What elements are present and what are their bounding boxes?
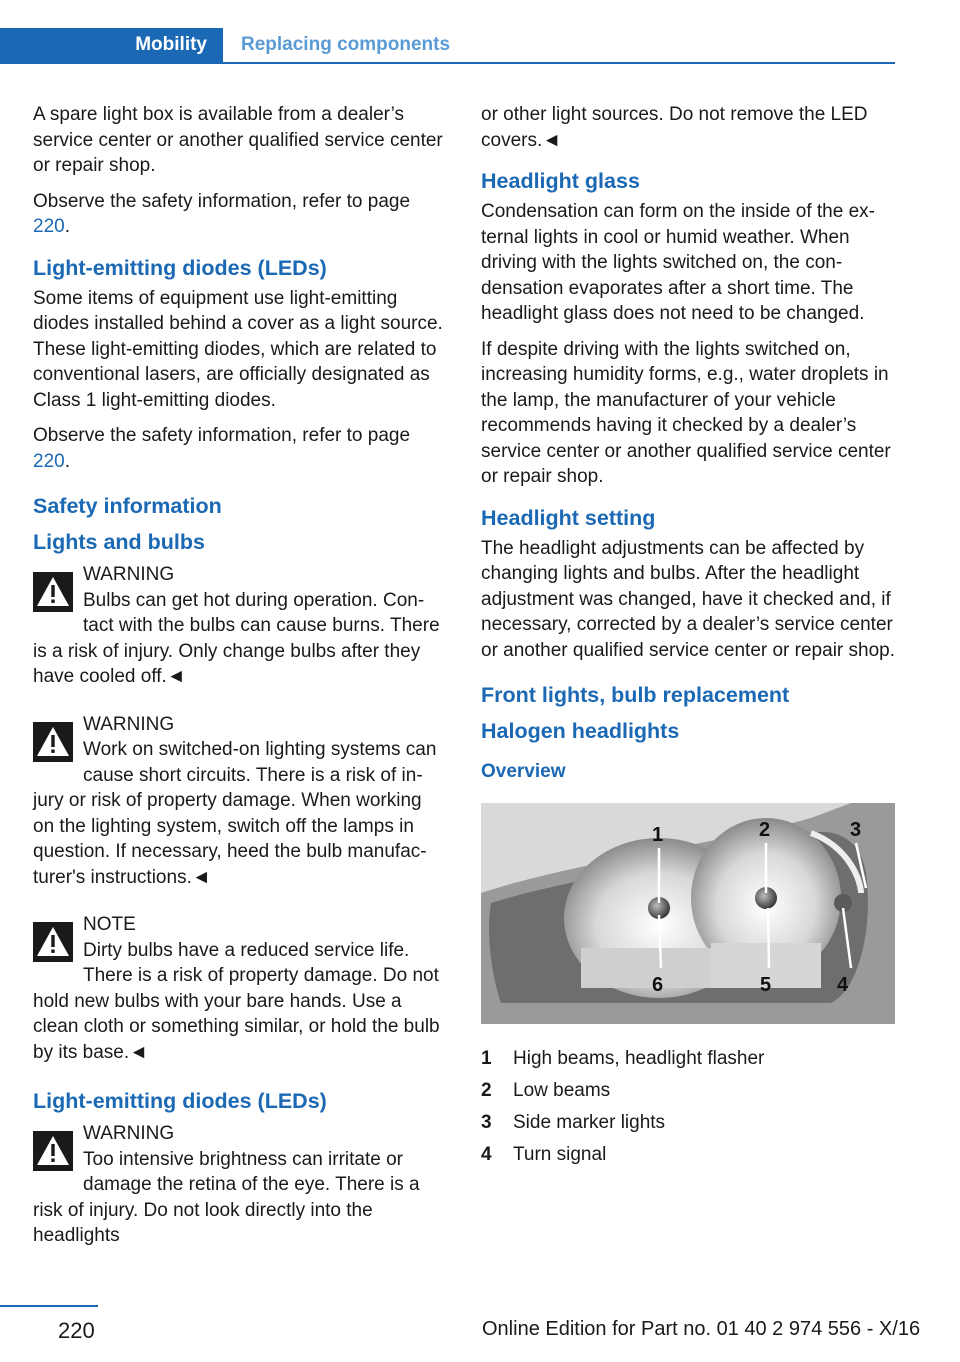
- legend-item: [481, 1107, 895, 1139]
- legend-item: [481, 1075, 895, 1107]
- figure-callout: 1: [652, 823, 664, 846]
- edition-info: Online Edition for Part no. 01 40 2 974 556 - X/16: [482, 1318, 921, 1340]
- legend-item: [481, 1043, 895, 1075]
- paragraph: Some items of equipment use light-emitting diodes installed behind a cover as a light source. These light-emitting diodes, which are related to conventional lasers, are officially designated as Class 1 light-emitting diodes.: [33, 287, 443, 411]
- heading-safety-information: Safety information: [33, 494, 222, 518]
- legend-label: High beams, headlight flasher: [513, 1048, 765, 1069]
- note-body: Dirty bulbs have a reduced service life. There is a risk of property damage. Do not hold new bulbs with your bare hands. Use a clean cloth or something similar, or hold the bulb by its base.◄: [33, 939, 440, 1063]
- warning-body: Too intensive brightness can irritate or damage the retina of the eye. There is a risk of injury. Do not look directly into the headlights: [33, 1148, 420, 1246]
- legend-number: 1: [481, 1048, 492, 1069]
- paragraph: or other light sources. Do not remove the LED covers.◄: [481, 104, 868, 151]
- legend-number: 4: [481, 1144, 492, 1165]
- heading-leds-safety: Light-emitting diodes (LEDs): [33, 1089, 327, 1113]
- heading-headlight-glass: Headlight glass: [481, 169, 640, 193]
- figure-callout: 6: [652, 973, 664, 996]
- page-link[interactable]: 220: [33, 216, 65, 237]
- figure-callout: 4: [837, 973, 849, 996]
- warning-box: [33, 712, 446, 891]
- figure-legend: [481, 1043, 895, 1171]
- paragraph: Condensation can form on the inside of the external lights in cool or humid weather. When driving with the lights switched on, the condensation evaporates after a short time. The headlight glass does not need to be changed.: [481, 201, 875, 324]
- legend-label: Turn signal: [513, 1144, 607, 1165]
- note-box: [33, 912, 446, 1065]
- heading-overview: Overview: [481, 761, 566, 782]
- warning-title: WARNING: [83, 564, 175, 585]
- warning-icon: [33, 722, 73, 762]
- warning-icon: [33, 1131, 73, 1171]
- legend-number: 2: [481, 1080, 492, 1101]
- warning-body: Bulbs can get hot during operation. Contact with the bulbs can cause burns. There is a risk of injury. Only change bulbs after they have cooled off.◄: [33, 589, 440, 687]
- figure-callout: 2: [759, 818, 771, 841]
- paragraph: The headlight adjustments can be affected by changing lights and bulbs. After the headlight adjustment was changed, have it checked and, if necessary, corrected by a dealer’s service center or another qualified service center or repair shop.: [481, 537, 896, 661]
- legend-item: [481, 1139, 895, 1171]
- warning-body: Work on switched-on lighting systems can cause short circuits. There is a risk of injury or risk of property damage. When working on the lighting system, switch off the lamps in question. If necessary, heed the bulb manufacturer's instructions.◄: [33, 739, 437, 888]
- paragraph: Observe the safety information, refer to page 220.: [33, 190, 411, 237]
- figure-callout: 5: [760, 973, 772, 996]
- figure-callout: 3: [850, 818, 862, 841]
- header-bar: [0, 28, 895, 64]
- left-column: [33, 102, 446, 1271]
- paragraph: A spare light box is available from a dealer’s service center or another qualified service center or repair shop.: [33, 104, 443, 176]
- warning-title: WARNING: [83, 1123, 175, 1144]
- warning-box: [33, 1121, 446, 1249]
- footer-rule: [0, 1305, 98, 1307]
- heading-leds: Light-emitting diodes (LEDs): [33, 255, 327, 280]
- warning-title: WARNING: [83, 713, 175, 735]
- warning-box: [33, 562, 446, 690]
- paragraph: If despite driving with the lights switched on, increasing humidity forms, e.g., water droplets in the lamp, the manufacturer of your vehicle recommends having it checked by a dealer’s service center or another qualified service center or repair shop.: [481, 338, 891, 487]
- page-link[interactable]: 220: [33, 450, 65, 472]
- right-column: [481, 102, 895, 1171]
- heading-headlight-setting: Headlight setting: [481, 505, 656, 530]
- note-title: NOTE: [83, 914, 136, 935]
- headlight-overview-figure: [481, 803, 895, 1024]
- section-tab[interactable]: Mobility: [0, 28, 223, 62]
- warning-icon: [33, 922, 73, 962]
- heading-halogen-headlights: Halogen headlights: [481, 719, 680, 743]
- legend-label: Side marker lights: [513, 1112, 666, 1133]
- subsection-tab[interactable]: Replacing components: [241, 34, 451, 55]
- legend-label: Low beams: [513, 1080, 611, 1101]
- legend-number: 3: [481, 1112, 492, 1133]
- paragraph: Observe the safety information, refer to page 220.: [33, 425, 411, 472]
- heading-lights-and-bulbs: Lights and bulbs: [33, 530, 205, 554]
- heading-front-lights: Front lights, bulb replacement: [481, 683, 790, 707]
- page-number: 220: [58, 1318, 95, 1343]
- warning-icon: [33, 572, 73, 612]
